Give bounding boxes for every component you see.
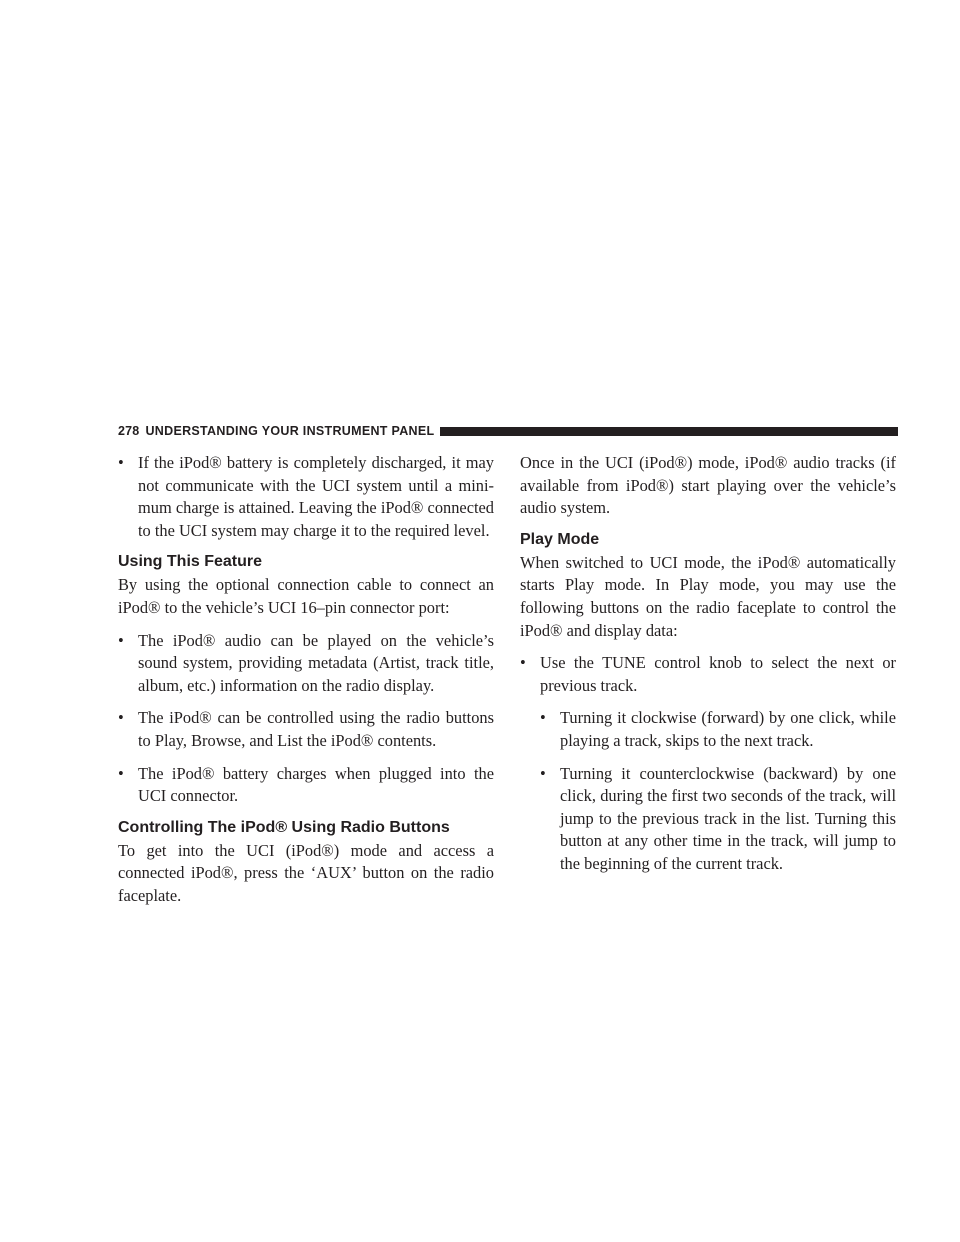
page-header [118,421,898,441]
section-heading: Controlling The iPod® Using Radio Buttons [118,818,450,836]
section-heading: Using This Feature [118,553,263,571]
bullet-text: If the iPod® battery is completely discharged, it may not communicate with the UCI system until a mini- mum charge is attained. Leaving the iPod® connected to the UCI system may charge it to the required level. [138,453,494,540]
sub-bullet-item [540,763,896,876]
bullet-item [118,452,494,542]
bullet-text: The iPod® can be controlled using the radio buttons to Play, Browse, and List the iPod® contents. [138,708,494,750]
bullet-text: Turning it counterclockwise (backward) by one click, during the first two seconds of the track, will jump to the previous track in the list. Turning this button at any other time in the track, will jump to the beginning of the current track. [560,763,896,873]
section-heading: Play Mode [520,530,600,548]
paragraph: Once in the UCI (iPod®) mode, iPod® audio tracks (if available from iPod®) start playing over the vehicle’s audio system. [520,453,896,518]
bullet-text: Turning it clockwise (forward) by one click, while playing a track, skips to the next track. [560,708,896,750]
bullet-dot: • [118,630,124,650]
bullet-dot: • [540,763,546,783]
bullet-dot: • [118,453,124,472]
paragraph: To get into the UCI (iPod®) mode and access a connected iPod®, press the ‘AUX’ button on the radio faceplate. [118,840,494,905]
bullet-item [520,652,896,697]
bullet-text: The iPod® audio can be played on the vehicle’s sound system, providing metadata (Artist, track title, album, etc.) information on the radio display. [138,630,494,695]
header-rule [440,427,898,436]
bullet-item [118,763,494,808]
paragraph: When switched to UCI mode, the iPod® automatically starts Play mode. In Play mode, you may use the following buttons on the radio faceplate to control the iPod® and display data: [520,552,896,640]
bullet-dot: • [520,653,526,673]
paragraph: By using the optional connection cable to connect an iPod® to the vehicle’s UCI 16–pin connector port: [118,575,494,617]
sub-bullet-item [540,707,896,752]
bullet-text: Use the TUNE control knob to select the next or previous track. [540,653,896,695]
section-title: UNDERSTANDING YOUR INSTRUMENT PANEL [145,424,435,438]
bullet-item [118,630,494,698]
bullet-text: The iPod® battery charges when plugged into the UCI connector. [138,763,494,806]
bullet-dot: • [540,708,546,728]
bullet-dot: • [118,763,124,783]
right-column [520,452,896,886]
bullet-item [118,707,494,752]
page-number: 278 [118,424,140,438]
left-column [118,452,494,908]
bullet-dot: • [118,708,124,728]
